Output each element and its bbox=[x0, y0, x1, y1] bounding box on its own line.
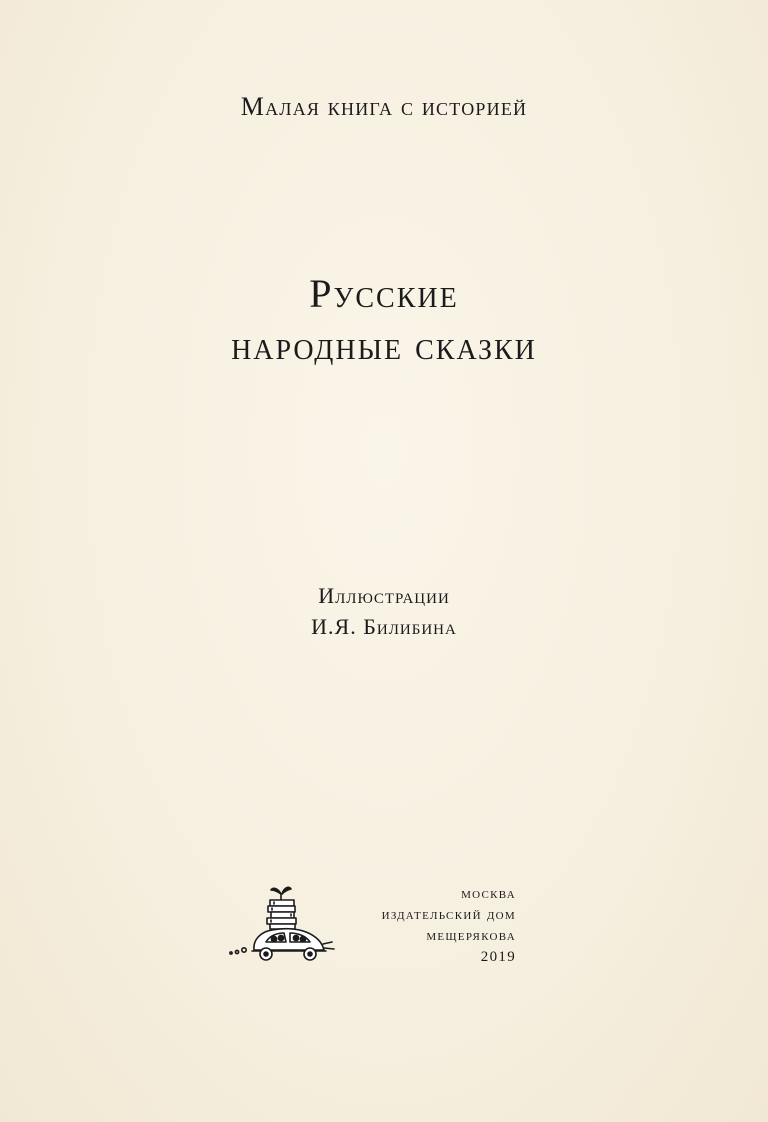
series-title: Малая книга с историей bbox=[240, 92, 528, 121]
imprint-publisher-line-2: мещерякова bbox=[426, 928, 516, 944]
imprint-publisher-line-1: издательский дом bbox=[381, 907, 516, 923]
book-title-line-2: народные сказки bbox=[231, 323, 537, 368]
imprint-year: 2019 bbox=[480, 949, 516, 965]
illustrator-name: И.Я. Билибина bbox=[311, 614, 457, 639]
publisher-imprint bbox=[382, 884, 516, 968]
book-title-line-1: Русские bbox=[309, 271, 459, 316]
imprint-city: москва bbox=[461, 886, 516, 902]
illustrator-credit bbox=[0, 580, 768, 642]
car-with-books-logo-icon bbox=[226, 884, 338, 966]
illustrator-credit-label: Иллюстрации bbox=[318, 583, 450, 608]
book-title bbox=[0, 268, 768, 372]
